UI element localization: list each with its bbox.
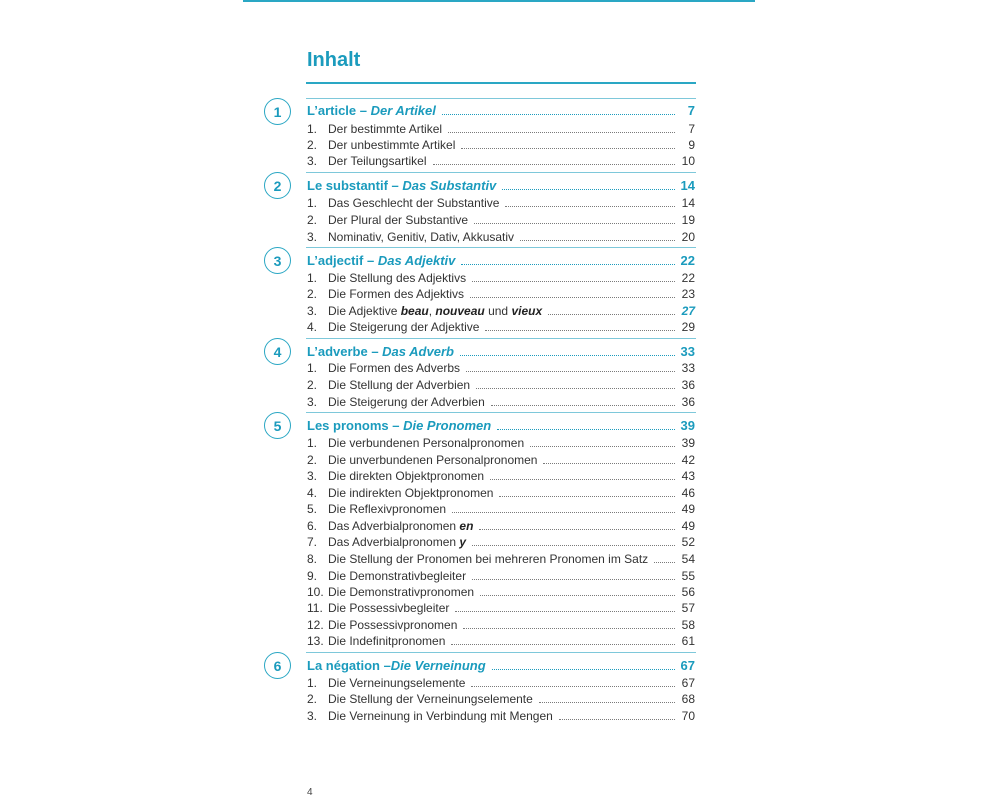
section-divider — [306, 98, 696, 99]
toc-entry[interactable]: 3. Die Adjektive beau, nouveau und vieux 27 — [307, 304, 695, 318]
title-rule — [306, 82, 696, 84]
toc-entry[interactable]: 13. Die Indefinitpronomen 61 — [307, 634, 695, 648]
chapter-badge-6: 6 — [264, 652, 291, 679]
page-ref: 36 — [681, 395, 695, 409]
toc-entry[interactable]: 3. Die Steigerung der Adverbien 36 — [307, 395, 695, 409]
section-divider — [306, 172, 696, 173]
section-divider — [306, 247, 696, 248]
chapter-heading-1[interactable] — [307, 102, 695, 118]
page-ref: 57 — [681, 601, 695, 615]
page-ref: 19 — [681, 213, 695, 227]
toc-entry[interactable]: 2. Der Plural der Substantive 19 — [307, 213, 695, 227]
page-ref: 67 — [681, 676, 695, 690]
toc-entry[interactable]: 1. Die verbundenen Personalpronomen 39 — [307, 436, 695, 450]
chapter-heading-2[interactable] — [307, 177, 695, 193]
leader-dots — [460, 355, 675, 356]
page-ref: 55 — [681, 569, 695, 583]
page-ref: 20 — [681, 230, 695, 244]
page-ref: 52 — [681, 535, 695, 549]
page-ref: 56 — [681, 585, 695, 599]
leader-dots — [442, 114, 675, 115]
page-ref: 68 — [681, 692, 695, 706]
toc-entry[interactable]: 8. Die Stellung der Pronomen bei mehreren Pronomen im Satz 54 — [307, 552, 695, 566]
toc-entry[interactable]: 6. Das Adverbialpronomen en 49 — [307, 519, 695, 533]
toc-entry[interactable]: 1. Die Stellung des Adjektivs 22 — [307, 271, 695, 285]
page-number: 4 — [307, 787, 313, 798]
toc-entry[interactable]: 3. Nominativ, Genitiv, Dativ, Akkusativ 20 — [307, 230, 695, 244]
page-ref: 7 — [687, 103, 695, 118]
toc-entry[interactable]: 2. Die unverbundenen Personalpronomen 42 — [307, 453, 695, 467]
toc-entry[interactable]: 2. Der unbestimmte Artikel 9 — [307, 138, 695, 152]
page-ref: 33 — [681, 361, 695, 375]
top-rule — [243, 0, 755, 2]
page-ref: 23 — [681, 287, 695, 301]
chapter-badge-5: 5 — [264, 412, 291, 439]
toc-entry[interactable]: 10. Die Demonstrativpronomen 56 — [307, 585, 695, 599]
page-ref: 54 — [681, 552, 695, 566]
page-ref: 36 — [681, 378, 695, 392]
section-divider — [306, 652, 696, 653]
toc-entry[interactable]: 7. Das Adverbialpronomen y 52 — [307, 535, 695, 549]
page-ref: 49 — [681, 519, 695, 533]
chapter-title: L’article – Der Artikel — [307, 103, 436, 118]
page-ref: 49 — [681, 502, 695, 516]
page-ref: 43 — [681, 469, 695, 483]
chapter-heading-5[interactable] — [307, 417, 695, 433]
toc-entry[interactable]: 2. Die Formen des Adjektivs 23 — [307, 287, 695, 301]
toc-entry[interactable]: 1. Der bestimmte Artikel 7 — [307, 122, 695, 136]
chapter-heading-3[interactable] — [307, 252, 695, 268]
page-ref: 46 — [681, 486, 695, 500]
page-ref: 22 — [680, 253, 695, 268]
chapter-heading-4[interactable] — [307, 343, 695, 359]
chapter-badge-2: 2 — [264, 172, 291, 199]
chapter-title: Le substantif – Das Substantiv — [307, 178, 497, 193]
toc-entry[interactable]: 4. Die indirekten Objektpronomen 46 — [307, 486, 695, 500]
toc-entry[interactable]: 3. Die direkten Objektpronomen 43 — [307, 469, 695, 483]
toc-entry[interactable]: 12. Die Possessivpronomen 58 — [307, 618, 695, 632]
section-divider — [306, 412, 696, 413]
page-ref: 67 — [680, 658, 695, 673]
page-ref: 14 — [680, 178, 695, 193]
page-ref: 39 — [680, 418, 695, 433]
chapter-title: L’adverbe – Das Adverb — [307, 344, 454, 359]
toc-entry[interactable]: 1. Das Geschlecht der Substantive 14 — [307, 196, 695, 210]
chapter-title: La négation –Die Verneinung — [307, 658, 486, 673]
page-ref: 27 — [681, 304, 695, 318]
toc-entry[interactable]: 9. Die Demonstrativbegleiter 55 — [307, 569, 695, 583]
toc-entry[interactable]: 11. Die Possessivbegleiter 57 — [307, 601, 695, 615]
toc-entry[interactable]: 1. Die Verneinungselemente 67 — [307, 676, 695, 690]
chapter-title: Les pronoms – Die Pronomen — [307, 418, 492, 433]
page-ref: 10 — [681, 154, 695, 168]
toc-entry[interactable]: 3. Die Verneinung in Verbindung mit Mengen 70 — [307, 709, 695, 723]
page-ref: 7 — [688, 122, 695, 136]
page-ref: 14 — [681, 196, 695, 210]
page-ref: 70 — [681, 709, 695, 723]
chapter-heading-6[interactable] — [307, 657, 695, 673]
page-ref: 61 — [681, 634, 695, 648]
page-ref: 9 — [688, 138, 695, 152]
page-ref: 33 — [680, 344, 695, 359]
toc-entry[interactable]: 1. Die Formen des Adverbs 33 — [307, 361, 695, 375]
toc-entry[interactable]: 2. Die Stellung der Verneinungselemente 68 — [307, 692, 695, 706]
page-ref: 58 — [681, 618, 695, 632]
toc-entry[interactable]: 5. Die Reflexivpronomen 49 — [307, 502, 695, 516]
leader-dots — [502, 189, 674, 190]
toc-entry[interactable]: 4. Die Steigerung der Adjektive 29 — [307, 320, 695, 334]
page-ref: 29 — [681, 320, 695, 334]
chapter-badge-1: 1 — [264, 98, 291, 125]
toc-entry[interactable]: 3. Der Teilungsartikel 10 — [307, 154, 695, 168]
leader-dots — [461, 264, 674, 265]
toc-entry[interactable]: 2. Die Stellung der Adverbien 36 — [307, 378, 695, 392]
leader-dots — [492, 669, 675, 670]
leader-dots — [497, 429, 674, 430]
chapter-title: L’adjectif – Das Adjektiv — [307, 253, 456, 268]
chapter-badge-4: 4 — [264, 338, 291, 365]
section-divider — [306, 338, 696, 339]
page-ref: 39 — [681, 436, 695, 450]
page-ref: 42 — [681, 453, 695, 467]
page-ref: 22 — [681, 271, 695, 285]
page-title: Inhalt — [307, 49, 361, 71]
chapter-badge-3: 3 — [264, 247, 291, 274]
